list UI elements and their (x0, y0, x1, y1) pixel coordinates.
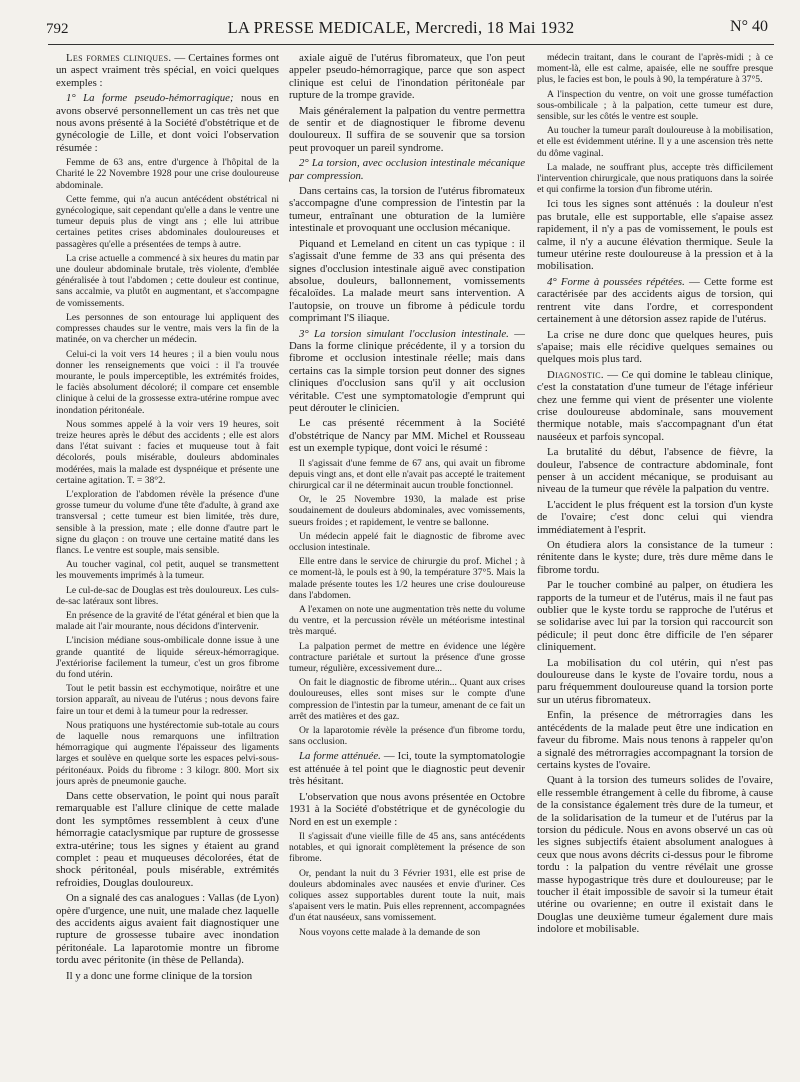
paragraph-text: L'observation que nous avons présentée en Octobre 1931 à la Société d'obstétrique et de gynécologie du Nord en est un exemple : (289, 790, 525, 828)
paragraph-text: Or, pendant la nuit du 3 Février 1931, elle est prise de douleurs abdominales avec nausées et envie d'uriner. Ces coliques assez supportables durent toute la nuit, mais s'apaisent vers le matin. Puis elles reprennent, accompagnées d'un état nauséeux, sans vomissement. (289, 867, 525, 924)
paragraph (537, 709, 773, 771)
paragraph (289, 458, 525, 492)
paragraph-text: Un médecin appelé fait le diagnostic de fibrome avec occlusion intestinale. (289, 530, 525, 554)
paragraph (56, 419, 279, 486)
paragraph-text: L'incision médiane sous-ombilicale donne issue à une grande quantité de liquide séreux-hémorragique. J'extériorise facilement la tumeur, c'est un gros fibrome du fond utérin. (56, 635, 279, 680)
paragraph-text: Le cul-de-sac de Douglas est très douloureux. Les culs-de-sac latéraux sont libres. (56, 584, 279, 607)
paragraph-text: Ici tous les signes sont atténués : la douleur n'est pas brutale, elle est supportable, elle s'apaise assez rapidement, il n'y a pas de vomissement, le pouls est calme, il n'y a aucune élévation thermique. Seule la tumeur utérine reste douloureuse à la pression et à la mobilisation. (537, 198, 773, 273)
paragraph-text: Le cas présenté récemment à la Société d'obstétrique de Nancy par MM. Michel et Rousseau est un exemple typique, dont voici le résumé : (289, 417, 525, 455)
paragraph-text: médecin traitant, dans le courant de l'après-midi ; à ce moment-là, elle est calme, apaisée, elle ne souffre presque plus, le facies est bon, le pouls à 90, la température à 37°5. (537, 52, 773, 86)
paragraph-text: Femme de 63 ans, entre d'urgence à l'hôpital de la Charité le 22 Novembre 1928 pour une crise douloureuse abdominale. (56, 157, 279, 191)
paragraph-text: Or, le 25 Novembre 1930, la malade est prise soudainement de douleurs abdominales, avec vomissements, sueurs froides ; et rapidement, le ventre se ballonne. (289, 494, 525, 528)
paragraph-text: Piquand et Lemeland en citent un cas typique : il s'agissait d'une femme de 33 ans qui présenta des signes d'occlusion intestinale aiguë avec constipation absolue, douleurs, ballonnement, vomissements fécaloïdes. La malade meurt sans intervention. A l'autopsie, on trouve un fibrome à pédicule tordu comprimant l'S iliaque. (289, 237, 525, 325)
paragraph (537, 774, 773, 935)
paragraph-text: Il y a donc une forme clinique de la torsion (66, 969, 253, 982)
paragraph (56, 720, 279, 787)
paragraph-text: — Ici, toute la symptomatologie est atténuée à tel point que le diagnostic peut devenir très hésitant. (289, 750, 525, 788)
paragraph-text: Quant à la torsion des tumeurs solides de l'ovaire, elle ressemble étrangement à celle du fibrome, à cause de la consistance également très dure de la tumeur, et de la solidarisation de la tumeur et de l'utérus par la torsion du pédicule. Nous en avons observé un cas où les signes subjectifs étaient absolument analogues à ceux que nous avons décrits ci-dessus pour le fibrome tordu : la palpation du ventre révélait une grosse masse hypogastrique très dure et douloureuse; par le toucher il était impossible de savoir si la tumeur était utérine ou ovarienne; en outre il existait dans le Douglas une deuxième tumeur également dure mais indolore et mobilisable. (537, 774, 773, 936)
paragraph (56, 892, 279, 966)
paragraph (56, 157, 279, 191)
paragraph-text: Au toucher la tumeur paraît douloureuse à la mobilisation, et elle est évidemment utérine. Il y a une ascension très nette du dôme vaginal. (537, 125, 773, 159)
paragraph-text: Nous voyons cette malade à la demande de son (299, 926, 481, 938)
paragraph-text: Cette femme, qui n'a aucun antécédent obstétrical ni gynécologique, sait cependant qu'elle a dans le ventre une tumeur depuis plus de vingt ans ; elle lui attribue certaines petites crises abdominales douloureuses et passagères qu'elle a présentées de temps à autre. (56, 193, 279, 250)
paragraph (537, 579, 773, 653)
paragraph (289, 791, 525, 828)
paragraph (537, 89, 773, 123)
paragraph (289, 531, 525, 553)
paragraph-text: On étudiera alors la consistance de la tumeur : rénitente dans le kyste; dure, très dure même dans le fibrome tordu. (537, 539, 773, 576)
paragraph (537, 539, 773, 576)
paragraph-lead: 3° La torsion simulant l'occlusion intestinale. (299, 327, 509, 340)
paragraph-text: Nous sommes appelé à la voir vers 19 heures, soit treize heures après le début des accidents ; elle est alors dans l'état suivant : facies et muqueuse tout à fait décolorés, pouls misérable, douleurs abdominales modérées, mais la malade est dyspnéique et présente une certaine agitation. T. = 38°2. (56, 418, 279, 486)
paragraph-text: L'exploration de l'abdomen révèle la présence d'une grosse tumeur du volume d'une tête d'adulte, à grand axe transversal ; cette tumeur est bien limitée, très dure, sensible à la pression, mate ; elle donne d'autre part le signe du glaçon : on trouve une certaine matité dans les flancs. Le ventre est souple, mais sensible. (56, 488, 279, 556)
paragraph-text: Enfin, la présence de métrorragies dans les antécédents de la malade peut être une indication en faveur du fibrome. Mais nous tenons à rappeler qu'on a signalé des métrorragies accompagnant la torsion de certains kystes de l'ovaire. (537, 709, 773, 771)
paragraph-text: Il s'agissait d'une femme de 67 ans, qui avait un fibrome depuis vingt ans, et dont elle n'avait pas accepté le traitement chirurgical car il ne déterminait aucun trouble fonctionnel. (289, 457, 525, 491)
paragraph (56, 683, 279, 717)
paragraph (537, 125, 773, 159)
column-2 (289, 52, 525, 1070)
paragraph (56, 585, 279, 607)
paragraph-text: La crise ne dure donc que quelques heures, puis s'apaise; mais elle récidive quelques semaines ou quelques mois plus tard. (537, 328, 773, 366)
paragraph (289, 927, 525, 938)
paragraph (537, 52, 773, 86)
paragraph (537, 446, 773, 496)
paragraph (56, 610, 279, 632)
paragraph (289, 556, 525, 601)
paragraph (56, 489, 279, 556)
paragraph-lead: Diagnostic. (547, 368, 604, 381)
paragraph (289, 328, 525, 415)
paragraph (56, 194, 279, 250)
paragraph-text: L'accident le plus fréquent est la torsion d'un kyste de l'ovaire; c'est donc celui qui viendra immédiatement à l'esprit. (537, 498, 773, 536)
paragraph (56, 790, 279, 889)
paragraph-text: Par le toucher combiné au palper, on étudiera les rapports de la tumeur et de l'utérus, mais il ne faut pas oublier que le kyste tordu se rapproche de l'utérus et se solidarise avec lui par la torsion qui raccourcit son pédicule; il peut donc être difficile de l'en séparer cliniquement. (537, 579, 773, 654)
paragraph (289, 725, 525, 747)
paragraph-lead: 4° Forme à poussées répétées. (547, 275, 685, 288)
column-3 (537, 52, 773, 1070)
paragraph (289, 52, 525, 102)
paragraph (537, 657, 773, 707)
paragraph (289, 105, 525, 155)
paragraph-text: Dans certains cas, la torsion de l'utérus fibromateux s'accompagne d'une compression de l'intestin par la tumeur, entraînant une obturation de la lumière intestinale et provoquant une occlusion mécanique. (289, 185, 525, 235)
paragraph-text: Il s'agissait d'une vieille fille de 45 ans, sans antécédents notables, et qui ignorait complètement la présence de son fibrome. (289, 830, 525, 865)
paragraph-text: A l'inspection du ventre, on voit une grosse tuméfaction sous-ombilicale ; à la palpation, cette tumeur est dure, sensible, sur les côtés le ventre est souple. (537, 88, 773, 123)
paragraph (289, 494, 525, 528)
paragraph (56, 52, 279, 89)
paragraph-text: nous en avons observé personnellement un cas très net que nous avons présenté à la Société d'obstétrique et de gynécologie de Lille, et dont voici l'observation résumée : (56, 92, 279, 154)
issue-number: N° 40 (730, 18, 768, 35)
paragraph-text: On fait le diagnostic de fibrome utérin... Quant aux crises douloureuses, elles sont mises sur le compte d'une compression de l'intestin par la tumeur, amenant de ce fait un arrêt des matières et des gaz. (289, 677, 525, 722)
paragraph-text: axiale aiguë de l'utérus fibromateux, que l'on peut appeler pseudo-hémorragique, parce que son aspect clinique est celui de l'inondation péritonéale par rupture de la trompe gravide. (289, 52, 525, 102)
page-number: 792 (46, 21, 69, 37)
paragraph (289, 677, 525, 722)
paragraph-text: La mobilisation du col utérin, qui n'est pas douloureuse dans le kyste de l'ovaire tordu, nous a paru fréquemment douloureuse quand la torsion porte sur un utérus fibromateux. (537, 656, 773, 706)
paragraph-lead: 1° La forme pseudo-hémorragique; (66, 92, 234, 105)
paragraph-lead: Les formes cliniques. (66, 52, 172, 64)
paragraph-text: La crise actuelle a commencé à six heures du matin par une douleur abdominale brutale, très violente, d'emblée généralisée à tout l'abdomen ; cette douleur est continue, sans accalmie, va plutôt en augmentant, et s'accompagne de vomissements. (56, 252, 279, 309)
paragraph (56, 349, 279, 416)
paragraph (289, 238, 525, 325)
column-1 (56, 52, 279, 1070)
paragraph (289, 185, 525, 235)
paragraph (289, 868, 525, 924)
paragraph-text: Nous pratiquons une hystérectomie sub-totale au cours de laquelle nous remarquons une infiltration hémorragique qui augmente l'épaisseur des ligaments larges et soulève en quelque sorte les espaces pelvi-sous-péritonéaux. Poids du fibrome : 3 kilogr. 800. Mort six jours après de pneumonie gauche. (56, 719, 279, 787)
journal-title: LA PRESSE MEDICALE, Mercredi, 18 Mai 1932 (227, 18, 575, 37)
paragraph-text: Celui-ci la voit vers 14 heures ; il a bien voulu nous donner les renseignements que voici : il l'a trouvée mourante, le pouls imperceptible, les extrémités froides, le faciès absolument décoloré; il compare cet ensemble clinique à celui de la grossesse extra-utérine rompue avec inondation péritonéale. (56, 348, 279, 416)
paragraph (289, 750, 525, 787)
paragraph (537, 276, 773, 326)
header-rule (48, 44, 774, 45)
paragraph-text: Elle entre dans le service de chirurgie du prof. Michel ; à ce moment-là, le pouls est à 90, la température 37°5. Mais la malade présente toutes les 1/2 heures une crise douloureuse dans l'abdomen. (289, 556, 525, 601)
paragraph (289, 641, 525, 675)
paragraph-text: — Cette forme est caractérisée par des accidents aigus de torsion, qui rentrent vite dans l'ordre, et correspondent certainement à une détorsion assez rapide de l'utérus. (537, 275, 773, 326)
paragraph-text: — Ce qui domine le tableau clinique, c'est la constatation d'une tumeur de l'étage inférieur chez une femme qui vient de présenter une violente crise douloureuse abdominale, sans mouvement thermique notable, mais s'accompagnant d'un état nauséeux et parfois syncopal. (537, 368, 773, 443)
paragraph (56, 312, 279, 346)
paragraph-text: La palpation permet de mettre en évidence une légère contracture pariétale et surtout la présence d'une grosse tumeur, régulière, excessivement dure... (289, 640, 525, 675)
paragraph-text: Tout le petit bassin est ecchymotique, noirâtre et une torsion apparaît, au niveau de l'utérus ; nous devons faire faire un tour et demi à la tumeur pour la redresser. (56, 683, 279, 717)
paragraph-text: Or la laparotomie révèle la présence d'un fibrome tordu, sans occlusion. (289, 725, 525, 748)
paragraph (289, 417, 525, 454)
paragraph-text: — Certaines formes ont un aspect vraiment très spécial, en voici quelques exemples : (56, 52, 279, 89)
paragraph (56, 635, 279, 680)
paragraph-lead: 2° La torsion, avec occlusion intestinale mécanique par compression. (289, 157, 525, 182)
paragraph (289, 831, 525, 865)
paragraph-text: La malade, ne souffrant plus, accepte très difficilement l'intervention chirurgicale, que nous pratiquons dans la soirée et qui confirme la torsion d'un fibrome utérin. (537, 161, 773, 196)
paragraph-text: Dans cette observation, le point qui nous paraît remarquable est l'allure clinique de cette malade dont les symptômes ressemblent à ceux d'une hémorragie cataclysmique par rupture de grossesse extra-utérine; tous les signes y étaient au grand complet : peau et muqueuses décolorées, état de shock péritonéal, pouls misérable, extrémités refroidies, Douglas douloureux. (56, 790, 279, 889)
paragraph-text: En présence de la gravité de l'état général et bien que la malade ait l'air mourante, nous décidons d'intervenir. (56, 609, 279, 633)
paragraph (537, 198, 773, 272)
paragraph (289, 604, 525, 638)
paragraph (56, 559, 279, 581)
paragraph (56, 253, 279, 309)
paragraph-text: Les personnes de son entourage lui appliquent des compresses chaudes sur le ventre, mais vers la fin de la matinée, on va chercher un médecin. (56, 311, 279, 346)
paragraph-text: On a signalé des cas analogues : Vallas (de Lyon) opère d'urgence, une nuit, une malade chez laquelle des accidents aigus avaient fait diagnostiquer une rupture de grossesse tubaire avec inondation péritonéale. La laparotomie montre un fibrome tordu avec péritonite (in thèse de Pellanda). (56, 892, 279, 967)
paragraph (56, 92, 279, 154)
paragraph (537, 162, 773, 196)
running-header (28, 18, 774, 40)
paragraph-text: A l'examen on note une augmentation très nette du volume du ventre, et la percussion révèle un météorisme intestinal très marqué. (289, 604, 525, 638)
paragraph-text: Au toucher vaginal, col petit, auquel se transmettent les mouvements imprimés à la tumeur. (56, 559, 279, 582)
paragraph (537, 329, 773, 366)
paragraph (537, 499, 773, 536)
paragraph (56, 970, 279, 982)
paragraph-lead: La forme atténuée. (299, 750, 381, 763)
paragraph-text: La brutalité du début, l'absence de fièvre, la douleur, l'absence de contracture abdominale, font penser à un accident mécanique, se produisant au niveau de la tumeur que révèle la palpation du ventre. (537, 446, 773, 496)
paragraph (537, 369, 773, 443)
paragraph-text: — Dans la forme clinique précédente, il y a torsion du fibrome et occlusion intestinale réelle; mais dans certains cas la simple torsion peut donner des signes cliniques d'occlusion sans qu'il y ait occlusion véritable. C'est une symptomatologie d'emprunt qui peut dérouter le clinicien. (289, 327, 525, 414)
paragraph (289, 157, 525, 182)
paragraph-text: Mais généralement la palpation du ventre permettra de sentir et de diagnostiquer le fibrome devenu douloureux. Il suffira de se souvenir que sa torsion peut provoquer un pareil syndrome. (289, 104, 525, 154)
